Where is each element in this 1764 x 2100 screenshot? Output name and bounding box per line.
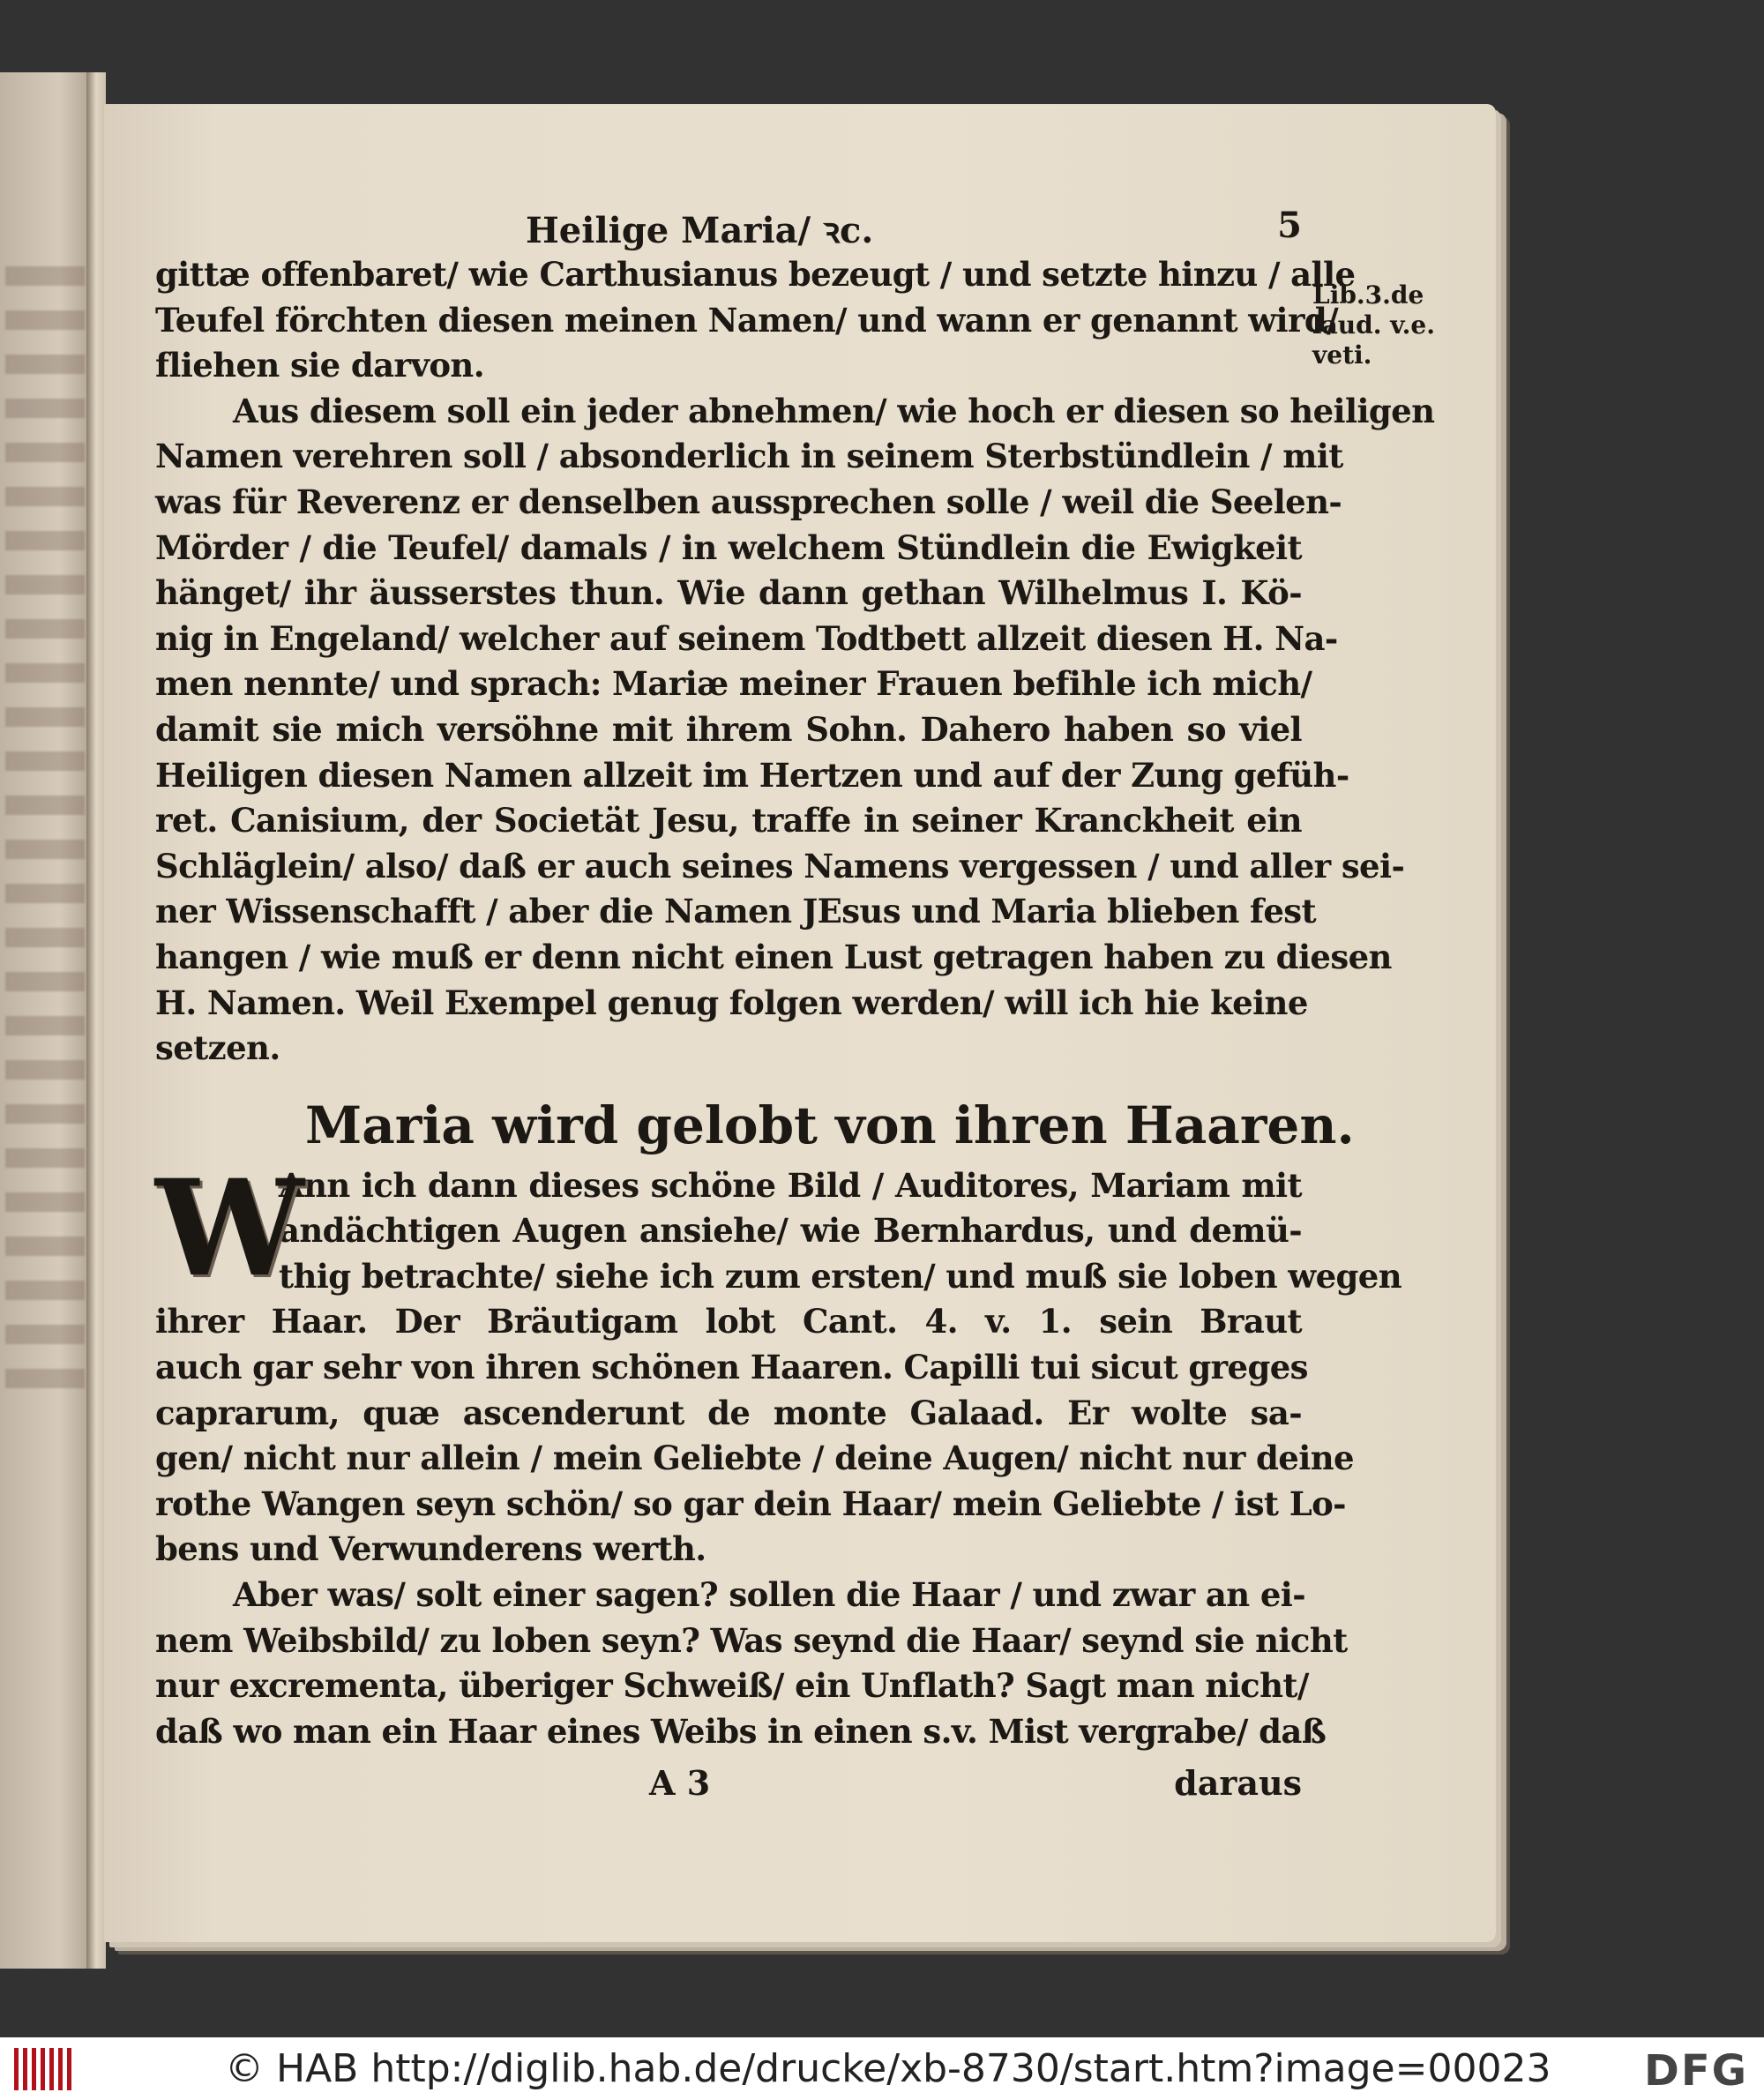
text-line: gen/ nicht nur allein / mein Geliebte / deine Augen/ nicht nur deine: [155, 1439, 1354, 1478]
text-line: Ann ich dann dieses schöne Bild / Auditores, Mariam mit: [279, 1165, 1302, 1205]
text-line: andächtigen Augen ansiehe/ wie Bernhardus, und demü-: [279, 1211, 1302, 1251]
dfg-logo: DFG: [1643, 2046, 1748, 2096]
text-line: was für Reverenz er denselben aussprechen solle / weil die Seelen-: [155, 482, 1342, 521]
text-line: Namen verehren soll / absonderlich in seinem Sterbstündlein / mit: [155, 437, 1343, 476]
text-line: damit sie mich versöhne mit ihrem Sohn. Dahero haben so viel: [155, 709, 1302, 749]
text-lines-beside-initial: [155, 1150, 1402, 1306]
text-line: Schläglein/ also/ daß er auch seines Namens vergessen / und aller sei-: [155, 846, 1405, 886]
book-gutter: [86, 72, 106, 1969]
page-number: 5: [1277, 205, 1302, 246]
text-line: daß wo man ein Haar eines Weibs in einen s.v. Mist vergrabe/ daß: [155, 1711, 1327, 1751]
text-line: Aus diesem soll ein jeder abnehmen/ wie hoch er diesen so heiligen: [233, 391, 1435, 430]
margin-note-line: laud. v.e.: [1312, 310, 1435, 340]
facing-page-edge: [0, 72, 99, 1969]
text-line: Teufel förchten diesen meinen Namen/ und wann er genannt wird/: [155, 300, 1339, 340]
text-line: nur excrementa, überiger Schweiß/ ein Unflath? Sagt man nicht/: [155, 1666, 1309, 1706]
catchword: daraus: [1174, 1763, 1302, 1804]
text-line: Aber was/ solt einer sagen? sollen die Haar / und zwar an ei-: [233, 1575, 1306, 1615]
text-line: bens und Verwunderens werth.: [155, 1529, 706, 1569]
text-line: auch gar sehr von ihren schönen Haaren. Capilli tui sicut greges: [155, 1348, 1308, 1387]
text-line: H. Namen. Weil Exempel genug folgen werden/ will ich hie keine: [155, 983, 1308, 1022]
text-lines-second-section: [155, 1299, 1354, 1754]
text-line: rothe Wangen seyn schön/ so gar dein Haar/ mein Geliebte / ist Lo-: [155, 1483, 1346, 1523]
text-line: gittæ offenbaret/ wie Carthusianus bezeugt / und setzte hinzu / alle: [155, 255, 1356, 294]
margin-note-line: veti.: [1312, 340, 1372, 370]
viewer-footer: [0, 2037, 1764, 2100]
margin-note: [1312, 280, 1435, 370]
initial-paragraph: [155, 1150, 1402, 1306]
text-line: thig betrachte/ siehe ich zum ersten/ und muß sie loben wegen: [279, 1256, 1402, 1296]
running-title: Heilige Maria/ ꝛc.: [526, 210, 874, 251]
drop-initial-letter: W: [155, 1150, 304, 1306]
margin-note-line: Lib.3.de: [1312, 280, 1424, 310]
text-line: ihrer Haar. Der Bräutigam lobt Cant. 4. v. 1. sein Braut: [155, 1302, 1302, 1341]
text-line: men nennte/ und sprach: Mariæ meiner Frauen befihle ich mich/: [155, 664, 1312, 704]
hab-logo-icon: [14, 2048, 74, 2090]
text-line: fliehen sie darvon.: [155, 346, 484, 385]
facing-page-text: [5, 266, 85, 1413]
page-footer-line: [155, 1754, 1302, 1807]
text-line: Mörder / die Teufel/ damals / in welchem Stündlein die Ewigkeit: [155, 527, 1302, 567]
text-line: nem Weibsbild/ zu loben seyn? Was seynd die Haar/ seynd sie nicht: [155, 1620, 1348, 1660]
signature-mark: A 3: [649, 1763, 711, 1804]
running-head: [155, 191, 1302, 252]
text-line: ner Wissenschafft / aber die Namen JEsus und Maria blieben fest: [155, 892, 1317, 931]
copyright-link[interactable]: © HAB http://diglib.hab.de/drucke/xb-8730/start.htm?image=00023: [225, 2046, 1551, 2091]
text-line: nig in Engeland/ welcher auf seinem Todtbett allzeit diesen H. Na-: [155, 618, 1338, 658]
text-line: Heiligen diesen Namen allzeit im Hertzen und auf der Zung gefüh-: [155, 755, 1349, 795]
book-page: [104, 104, 1496, 1942]
text-line: hangen / wie muß er denn nicht einen Lust getragen haben zu diesen: [155, 937, 1392, 976]
text-line: setzen.: [155, 1028, 280, 1068]
text-line: caprarum, quæ ascenderunt de monte Galaad. Er wolte sa-: [155, 1393, 1302, 1432]
text-line: hänget/ ihr äusserstes thun. Wie dann gethan Wilhelmus I. Kö-: [155, 573, 1302, 613]
section-heading: Maria wird gelobt von ihren Haaren.: [305, 1095, 1355, 1155]
text-line: ret. Canisium, der Societät Jesu, traffe in seiner Kranckheit ein: [155, 801, 1302, 841]
